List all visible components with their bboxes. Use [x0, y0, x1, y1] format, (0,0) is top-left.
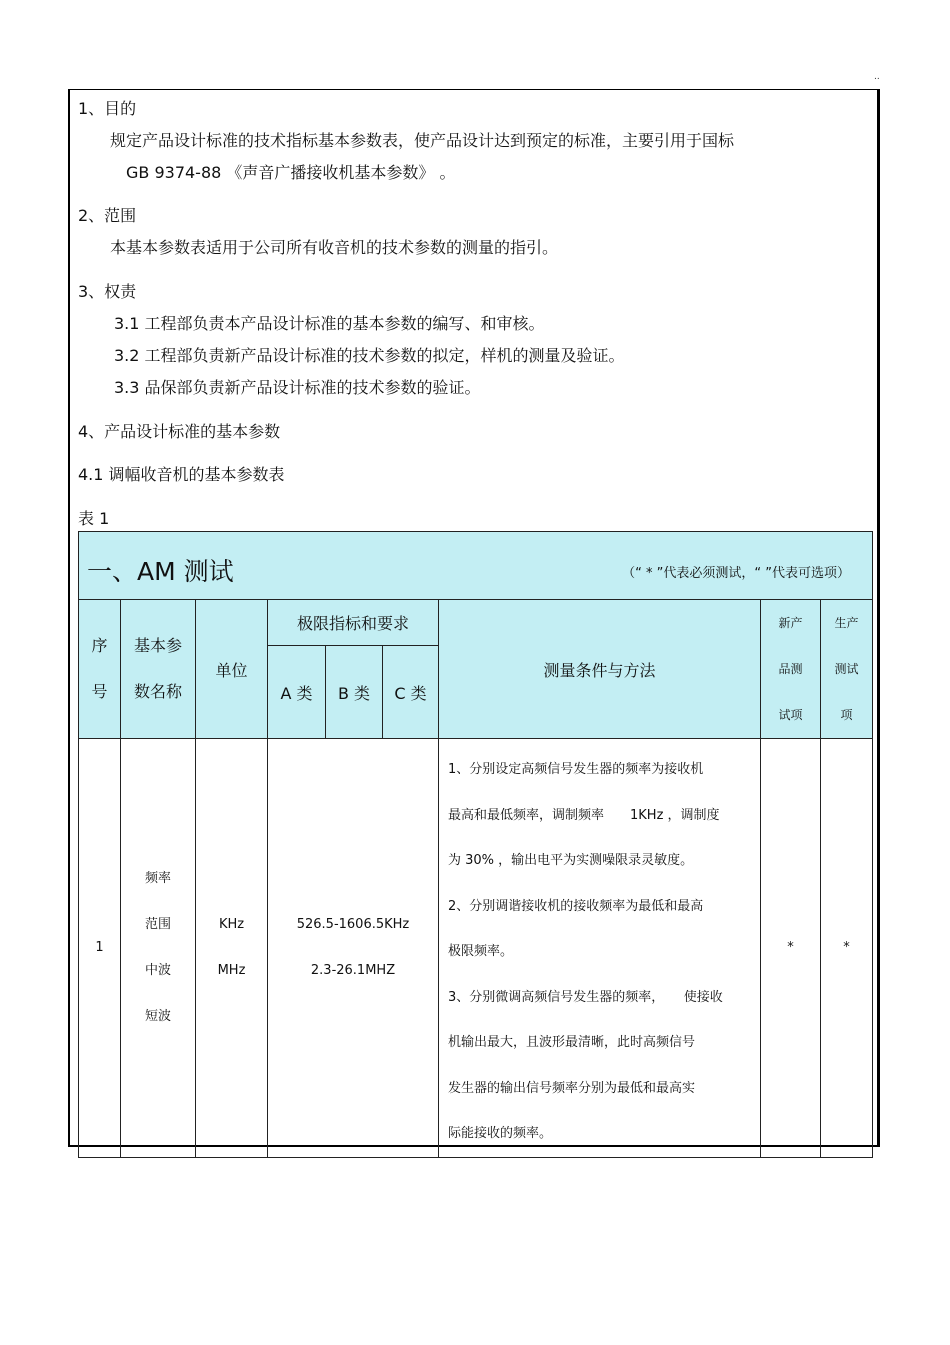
header-param-name: 基本参 数名称: [121, 600, 196, 739]
row-units: KHz MHz: [196, 739, 268, 1158]
header-class-b: B 类: [326, 646, 383, 739]
am-test-table: [78, 531, 873, 1158]
page-corner-mark: ..: [874, 72, 880, 82]
row-new-product-mark: *: [761, 739, 821, 1158]
table-title-row: [79, 532, 873, 600]
section-3-heading: 3、权责: [78, 282, 137, 301]
row-method: 1、分别设定高频信号发生器的频率为接收机 最高和最低频率，调制频率 1KHz ，调制度 为 30% ，输出电平为实测噪限录灵敏度。 2、分别调谐接收机的接收频率为最低和最高 极限频率。 3、分别微调高频信号发生器的频率， 使接收 机输出最大，且波形最清晰，此时高频信号 发生器的输出信号频率分别为最低和最高实 际能接收的频率。: [439, 739, 761, 1158]
table-caption: 表 1: [78, 509, 110, 528]
header-limits: 极限指标和要求: [268, 600, 439, 646]
header-class-c: C 类: [383, 646, 439, 739]
section-3-item: 3.1 工程部负责本产品设计标准的基本参数的编写、和审核。: [114, 314, 545, 333]
section-4-heading: 4、产品设计标准的基本参数: [78, 422, 281, 441]
section-3-item: 3.3 品保部负责新产品设计标准的技术参数的验证。: [114, 378, 481, 397]
section-3-item: 3.2 工程部负责新产品设计标准的技术参数的拟定，样机的测量及验证。: [114, 346, 625, 365]
header-class-a: A 类: [268, 646, 326, 739]
table-legend-note: （“ * ”代表必须测试，“ ”代表可选项）: [622, 566, 851, 581]
header-seq: 序 号: [79, 600, 121, 739]
table-title: 一、AM 测试: [87, 557, 234, 586]
section-2-body: 本基本参数表适用于公司所有收音机的技术参数的测量的指引。: [110, 238, 559, 257]
section-2-heading: 2、范围: [78, 206, 137, 225]
row-param-names: 频率 范围 中波 短波: [121, 739, 196, 1158]
section-1-body-line-2: GB 9374-88 《声音广播接收机基本参数》 。: [126, 163, 456, 182]
table-row: [79, 739, 873, 1158]
row-seq: 1: [79, 739, 121, 1158]
header-new-product-test: 新产 品测 试项: [761, 600, 821, 739]
row-production-mark: *: [821, 739, 873, 1158]
section-1-body-line-1: 规定产品设计标准的技术指标基本参数表，使产品设计达到预定的标准，主要引用于国标: [110, 131, 735, 150]
header-production-test: 生产 测试 项: [821, 600, 873, 739]
header-method: 测量条件与方法: [439, 600, 761, 739]
header-unit: 单位: [196, 600, 268, 739]
section-1-heading: 1、目的: [78, 99, 137, 118]
section-4-1-heading: 4.1 调幅收音机的基本参数表: [78, 465, 285, 484]
row-limits: 526.5-1606.5KHz 2.3-26.1MHZ: [268, 739, 439, 1158]
